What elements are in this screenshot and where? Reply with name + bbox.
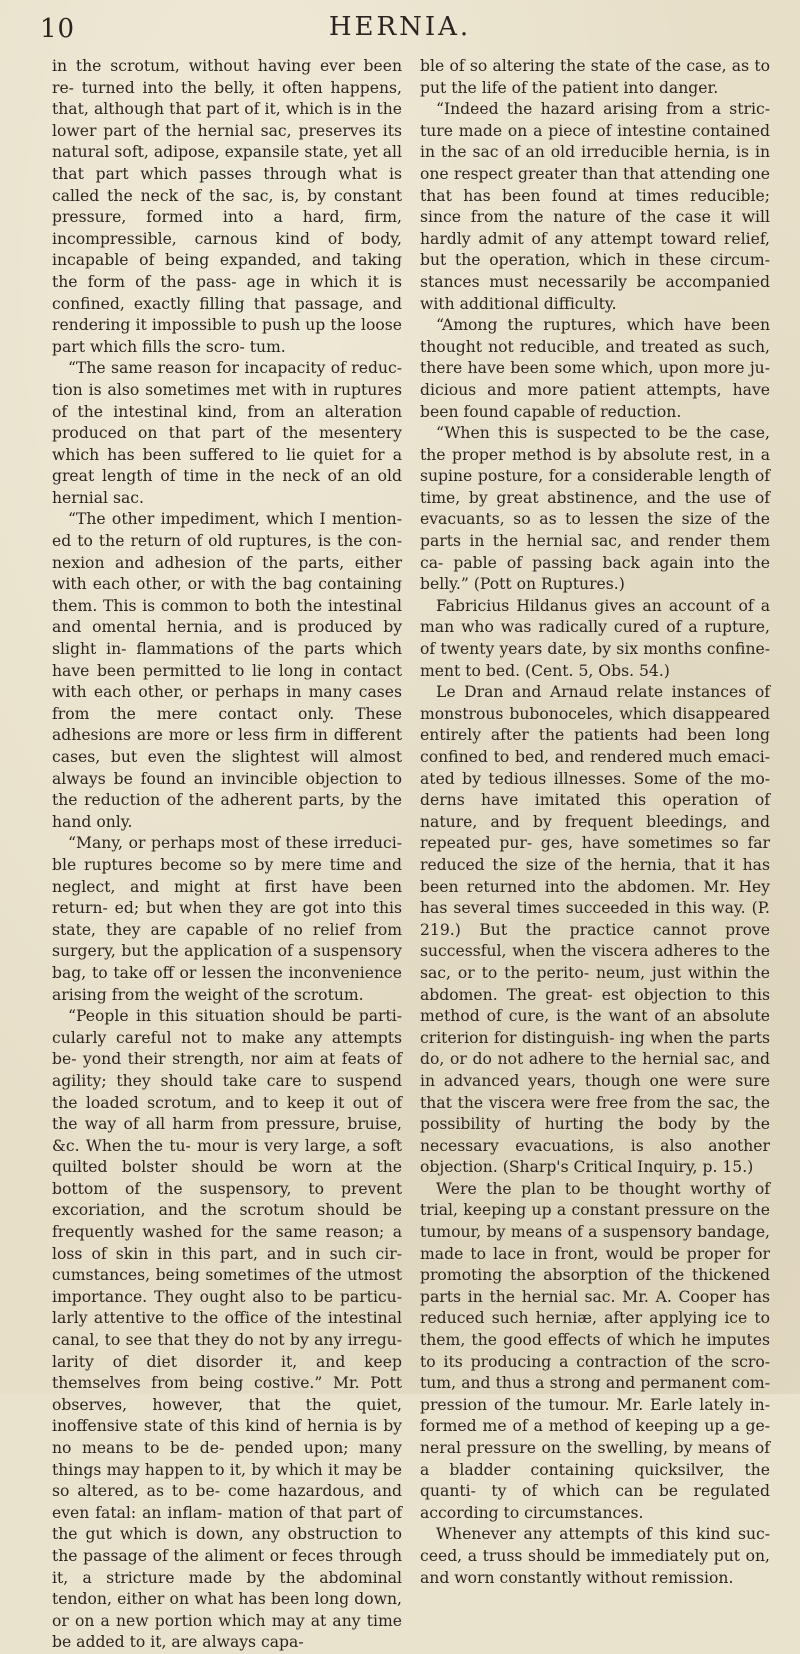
paragraph: Whenever any attempts of this kind suc- ceed, a truss should be immediately put on, and worn constantly without remission. [420,1525,770,1587]
paragraph: “The same reason for incapacity of reduc- tion is also sometimes met with in ruptures of the intestinal kind, from an alteration produced on that part of the mesentery which has been suffered to lie quiet for a great length of time in the neck of an old hernial sac. [52,359,402,507]
paragraph: Were the plan to be thought worthy of trial, keeping up a constant pressure on the tumour, by means of a suspensory bandage, made to lace in front, would be proper for promoting the absorption of the thickened parts in the hernial sac. Mr. A. Cooper has reduced such herniæ, after applying ice to them, the good effects of which he imputes to its producing a contraction of the scro- tum, and thus a strong and permanent com- pression of the tumour. Mr. Earle lately in- formed me of a method of keeping up a ge- neral pressure on the swelling, by means of a bladder containing quicksilver, the quanti- ty of which can be regulated according to circumstances. [420,1179,770,1522]
page-number: 10 [40,14,76,44]
paragraph: in the scrotum, without having ever been re- turned into the belly, it often happens, that, although that part of it, which is in the lower part of the hernial sac, preserves its natural soft, adipose, expansile state, yet all that part which passes through what is called the neck of the sac, is, by constant pressure, formed into a hard, firm, incompressible, carnous kind of body, incapable of being expanded, and taking the form of the pass- age in which it is confined, exactly filling that passage, and rendering it impossible to push up the loose part which fills the scro- tum. [52,57,402,356]
left-column [52,56,402,1652]
right-column [420,56,770,1587]
paragraph: Fabricius Hildanus gives an account of a man who was radically cured of a rupture, of twenty years date, by six months confine- ment to bed. (Cent. 5, Obs. 54.) [420,596,770,680]
paragraph: “Among the ruptures, which have been thought not reducible, and treated as such, there have been some which, upon more ju- dicious and more patient attempts, have been found capable of reduction. [420,316,770,421]
paragraph: “Indeed the hazard arising from a stric- ture made on a piece of intestine contained in the sac of an old irreducible hernia, is in one respect greater than that attending one that has been found at times reducible; since from the nature of the case it will hardly admit of any attempt toward relief, but the operation, which in these circum- stances must necessarily be accompanied with additional difficulty. [420,100,770,313]
paragraph: “People in this situation should be parti- cularly careful not to make any attempts be- yond their strength, nor aim at feats of agility; they should take care to suspend the loaded scrotum, and to keep it out of the way of all harm from pressure, bruise, &c. When the tu- mour is very large, a soft quilted bolster should be worn at the bottom of the suspensory, to prevent excoriation, and the scrotum should be frequently washed for the same reason; a loss of skin in this part, and in such cir- cumstances, being sometimes of the utmost importance. They ought also to be particu- larly attentive to the office of the intestinal canal, to see that they do not by any irregu- larity of diet disorder it, and keep themselves from being costive.” Mr. Pott observes, however, that the quiet, inoffensive state of this kind of hernia is by no means to be de- pended upon; many things may happen to it, by which it may be so altered, as to be- come hazardous, and even fatal: an inflam- mation of that part of the gut which is down, any obstruction to the passage of the aliment or feces through it, a stricture made by the abdominal tendon, either on what has been long down, or on a new portion which may at any time be added to it, are always capa- [52,1007,402,1652]
paragraph: Le Dran and Arnaud relate instances of monstrous bubonoceles, which disappeared entirely after the patients had been long confined to bed, and rendered much emaci- ated by tedious illnesses. Some of the mo- derns have imitated this operation of nature, and by frequent bleedings, and repeated pur- ges, have sometimes so far reduced the size of the hernia, that it has been returned into the abdomen. Mr. Hey has several times succeeded in this way. (P. 219.) But the practice cannot prove successful, when the viscera adheres to the sac, or to the perito- neum, just within the abdomen. The great- est objection to this method of cure, is the want of an absolute criterion for distinguish- ing when the parts do, or do not adhere to the hernial sac, and in advanced years, though one were sure that the viscera were free from the sac, the possibility of hurting the body by the necessary evacuations, is also another objection. (Sharp's Critical Inquiry, p. 15.) [420,683,770,1177]
paragraph: “When this is suspected to be the case, the proper method is by absolute rest, in a supine posture, for a considerable length of time, by great abstinence, and the use of evacuants, so as to lessen the size of the parts in the hernial sac, and render them ca- pable of passing back again into the belly.” (Pott on Ruptures.) [420,424,770,594]
paragraph: “The other impediment, which I mention- ed to the return of old ruptures, is the con- nexion and adhesion of the parts, either with each other, or with the bag containing them. This is common to both the intestinal and omental hernia, and is produced by slight in- flammations of the parts which have been permitted to lie long in contact with each other, or perhaps in many cases from the mere contact only. These adhesions are more or less firm in different cases, but even the slightest will almost always be found an invincible objection to the reduction of the adherent parts, by the hand only. [52,510,402,831]
page-header [24,6,776,48]
running-head: HERNIA. [328,12,472,42]
text-columns [52,56,770,1652]
paragraph: “Many, or perhaps most of these irreduci- ble ruptures become so by mere time and neglect, and might at first have been return- ed; but when they are got into this state, they are capable of no relief from surgery, but the application of a suspensory bag, to take off or lessen the inconvenience arising from the weight of the scrotum. [52,834,402,1004]
paragraph: ble of so altering the state of the case, as to put the life of the patient into danger. [420,57,770,97]
